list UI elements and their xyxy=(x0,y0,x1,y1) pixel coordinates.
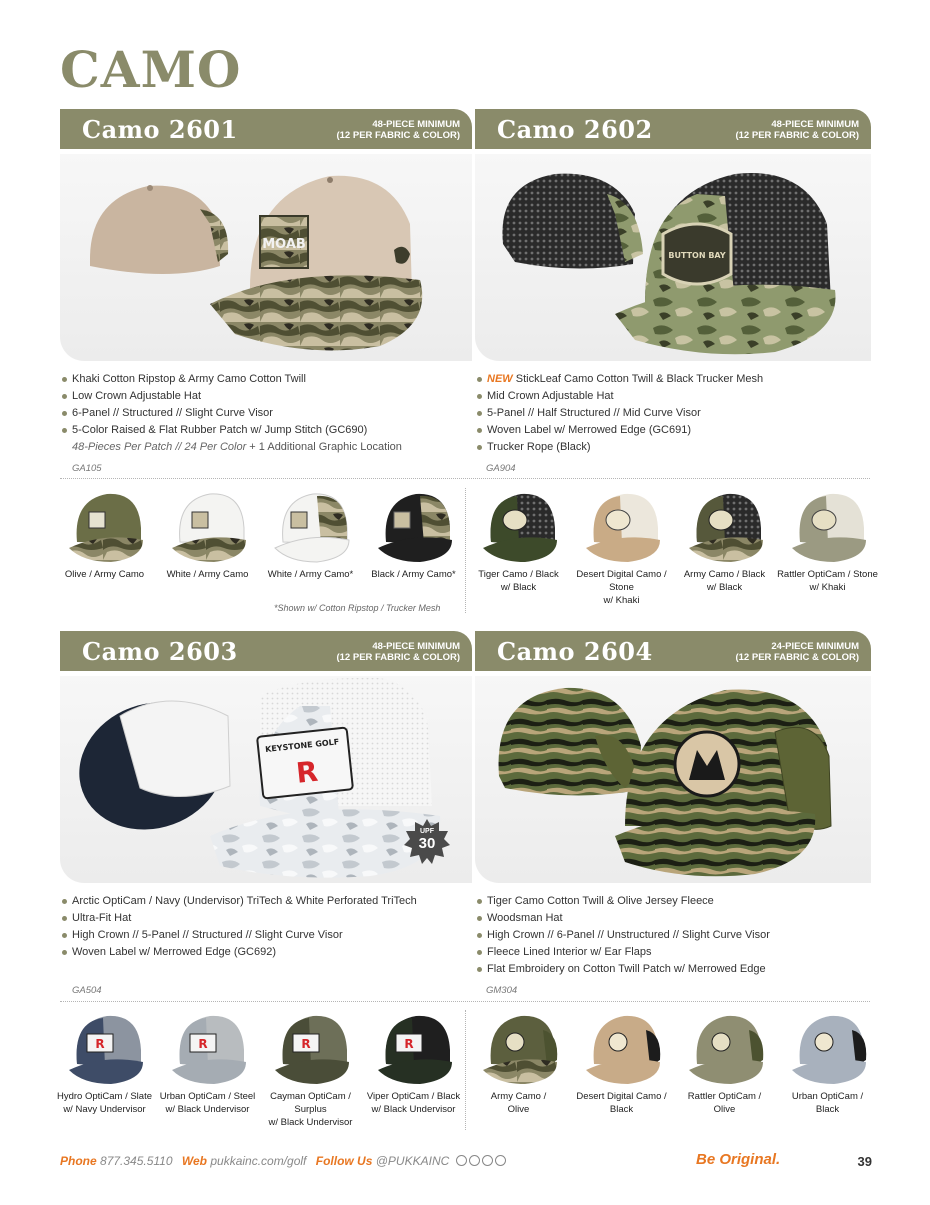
swatch-label: Tiger Camo / Black w/ Black xyxy=(478,569,559,593)
swatch-label: Urban OptiCam / Black xyxy=(791,1091,864,1115)
swatch-label: Hydro OptiCam / Slate w/ Navy Undervisor xyxy=(56,1091,153,1115)
feature-item: Woven Label w/ Merrowed Edge (GC691) xyxy=(477,422,871,439)
divider xyxy=(465,488,466,613)
swatch-label: Urban OptiCam / Steel w/ Black Undervisor xyxy=(159,1091,256,1115)
swatch-label: White / Army Camo xyxy=(166,569,249,580)
feature-list xyxy=(60,893,472,961)
product-name: Camo 2604 xyxy=(497,637,653,666)
hat-swatch-icon xyxy=(683,488,767,564)
phone-number[interactable]: 877.345.5110 xyxy=(100,1154,173,1168)
instagram-icon[interactable] xyxy=(469,1155,480,1166)
swatch[interactable] xyxy=(673,488,776,607)
swatch[interactable] xyxy=(776,1010,879,1116)
product-banner xyxy=(475,109,871,149)
page-title: CAMO xyxy=(60,40,242,99)
swatch-label: Cayman OptiCam / Surplus w/ Black Undervisor xyxy=(268,1091,353,1128)
feature-list xyxy=(475,371,871,456)
svg-text:R: R xyxy=(197,1037,208,1051)
moab-patch: MOAB xyxy=(262,237,306,252)
keystone-patch: KEYSTONE GOLF xyxy=(264,737,340,755)
feature-item: Tiger Camo Cotton Twill & Olive Jersey Fleece xyxy=(477,893,871,910)
color-swatches-2602 xyxy=(467,488,879,607)
minimum-order: 48-PIECE MINIMUM (12 PER FABRIC & COLOR) xyxy=(336,119,460,141)
tagline: Be Original. xyxy=(696,1151,781,1168)
product-camo-2604 xyxy=(475,631,871,978)
product-camo-2601 xyxy=(60,109,472,456)
swatch[interactable] xyxy=(776,488,879,607)
swatch[interactable] xyxy=(467,488,570,607)
feature-item: High Crown // 6-Panel // Unstructured // Slight Curve Visor xyxy=(477,927,871,944)
swatch-label: Rattler OptiCam / Stone w/ Khaki xyxy=(777,569,878,593)
hat-swatch-icon xyxy=(63,488,147,564)
hat-swatch-icon xyxy=(683,1010,767,1086)
product-banner xyxy=(60,109,472,149)
hat-swatch-icon xyxy=(166,488,250,564)
hat-swatch-icon xyxy=(63,1010,147,1086)
hat-swatch-icon xyxy=(372,488,456,564)
button-bay-patch: BUTTON BAY xyxy=(668,251,726,260)
divider xyxy=(465,1010,466,1130)
upf-badge: UPF 30 xyxy=(404,819,450,865)
swatch[interactable] xyxy=(362,488,465,581)
color-swatches-2603 xyxy=(53,1010,465,1129)
feature-item: Trucker Rope (Black) xyxy=(477,439,871,456)
style-code: GM304 xyxy=(486,985,518,996)
feature-item: Fleece Lined Interior w/ Ear Flaps xyxy=(477,944,871,961)
product-banner xyxy=(475,631,871,671)
hat-swatch-icon xyxy=(580,488,664,564)
divider xyxy=(60,478,870,479)
feature-item: Low Crown Adjustable Hat xyxy=(62,388,472,405)
svg-text:R: R xyxy=(403,1037,414,1051)
feature-item: High Crown // 5-Panel // Structured // Slight Curve Visor xyxy=(62,927,472,944)
hat-swatch-icon xyxy=(477,1010,561,1086)
swatch-label: Army Camo / Olive xyxy=(490,1091,547,1115)
web-label: Web xyxy=(181,1154,207,1168)
website-link[interactable]: pukkainc.com/golf xyxy=(210,1154,307,1168)
swatch[interactable] xyxy=(673,1010,776,1116)
product-camo-2602 xyxy=(475,109,871,456)
page-footer xyxy=(60,1151,872,1172)
feature-item: 5-Panel // Half Structured // Mid Curve Visor xyxy=(477,405,871,422)
feature-list xyxy=(60,371,472,456)
product-banner xyxy=(60,631,472,671)
feature-item: Woodsman Hat xyxy=(477,910,871,927)
style-code: GA105 xyxy=(72,463,102,474)
style-code: GA904 xyxy=(486,463,516,474)
swatch[interactable] xyxy=(570,1010,673,1116)
feature-item: Woven Label w/ Merrowed Edge (GC692) xyxy=(62,944,472,961)
swatch[interactable] xyxy=(53,1010,156,1129)
feature-item: 6-Panel // Structured // Slight Curve Visor xyxy=(62,405,472,422)
swatch[interactable] xyxy=(53,488,156,581)
svg-text:R: R xyxy=(300,1037,311,1051)
twitter-icon[interactable] xyxy=(482,1155,493,1166)
divider xyxy=(60,1001,870,1002)
social-handle[interactable]: @PUKKAINC xyxy=(375,1154,450,1168)
patch-note: 48-Pieces Per Patch // 24 Per Color + 1 Additional Graphic Location xyxy=(72,441,402,453)
swatch-label: Rattler OptiCam / Olive xyxy=(687,1091,762,1115)
feature-item: NEW StickLeaf Camo Cotton Twill & Black Trucker Mesh xyxy=(477,371,871,388)
hat-swatch-icon xyxy=(580,1010,664,1086)
shown-note: *Shown w/ Cotton Ripstop / Trucker Mesh xyxy=(274,603,441,613)
facebook-icon[interactable] xyxy=(456,1155,467,1166)
feature-item: Ultra-Fit Hat xyxy=(62,910,472,927)
hat-swatch-icon xyxy=(477,488,561,564)
feature-item: Khaki Cotton Ripstop & Army Camo Cotton Twill xyxy=(62,371,472,388)
linkedin-icon[interactable] xyxy=(495,1155,506,1166)
swatch[interactable] xyxy=(259,1010,362,1129)
product-name: Camo 2603 xyxy=(82,637,238,666)
feature-item: Mid Crown Adjustable Hat xyxy=(477,388,871,405)
product-photo xyxy=(475,154,871,361)
swatch[interactable] xyxy=(156,1010,259,1129)
product-photo xyxy=(60,154,472,361)
style-code: GA504 xyxy=(72,985,102,996)
product-camo-2603 xyxy=(60,631,472,961)
minimum-order: 48-PIECE MINIMUM (12 PER FABRIC & COLOR) xyxy=(336,641,460,663)
product-name: Camo 2601 xyxy=(82,115,238,144)
hat-swatch-icon xyxy=(786,488,870,564)
minimum-order: 24-PIECE MINIMUM (12 PER FABRIC & COLOR) xyxy=(735,641,859,663)
minimum-order: 48-PIECE MINIMUM (12 PER FABRIC & COLOR) xyxy=(735,119,859,141)
feature-item: Flat Embroidery on Cotton Twill Patch w/ Merrowed Edge xyxy=(477,961,871,978)
swatch[interactable] xyxy=(259,488,362,581)
color-swatches-2601 xyxy=(53,488,465,581)
swatch-label: Viper OptiCam / Black w/ Black Undervisor xyxy=(366,1091,461,1115)
hat-swatch-icon xyxy=(372,1010,456,1086)
swatch-label: Olive / Army Camo xyxy=(64,569,145,580)
swatch[interactable] xyxy=(156,488,259,581)
color-swatches-2604 xyxy=(467,1010,879,1116)
feature-item: 5-Color Raised & Flat Rubber Patch w/ Jump Stitch (GC690) xyxy=(62,422,472,439)
phone-label: Phone xyxy=(60,1154,97,1168)
product-photo xyxy=(60,676,472,883)
page-number: 39 xyxy=(857,1154,872,1169)
hat-swatch-icon xyxy=(269,488,353,564)
hat-swatch-icon xyxy=(786,1010,870,1086)
follow-label: Follow Us xyxy=(315,1154,373,1168)
feature-item: Arctic OptiCam / Navy (Undervisor) TriTech & White Perforated TriTech xyxy=(62,893,472,910)
swatch-label: Desert Digital Camo / Stone w/ Khaki xyxy=(576,569,667,606)
swatch[interactable] xyxy=(570,488,673,607)
svg-text:R: R xyxy=(294,754,320,790)
product-name: Camo 2602 xyxy=(497,115,653,144)
swatch-label: White / Army Camo* xyxy=(267,569,354,580)
product-photo xyxy=(475,676,871,883)
swatch[interactable] xyxy=(362,1010,465,1129)
hat-swatch-icon xyxy=(269,1010,353,1086)
swatch[interactable] xyxy=(467,1010,570,1116)
swatch-label: Black / Army Camo* xyxy=(371,569,456,580)
swatch-label: Army Camo / Black w/ Black xyxy=(683,569,766,593)
hat-swatch-icon xyxy=(166,1010,250,1086)
svg-text:R: R xyxy=(94,1037,105,1051)
feature-list xyxy=(475,893,871,978)
swatch-label: Desert Digital Camo / Black xyxy=(576,1091,667,1115)
